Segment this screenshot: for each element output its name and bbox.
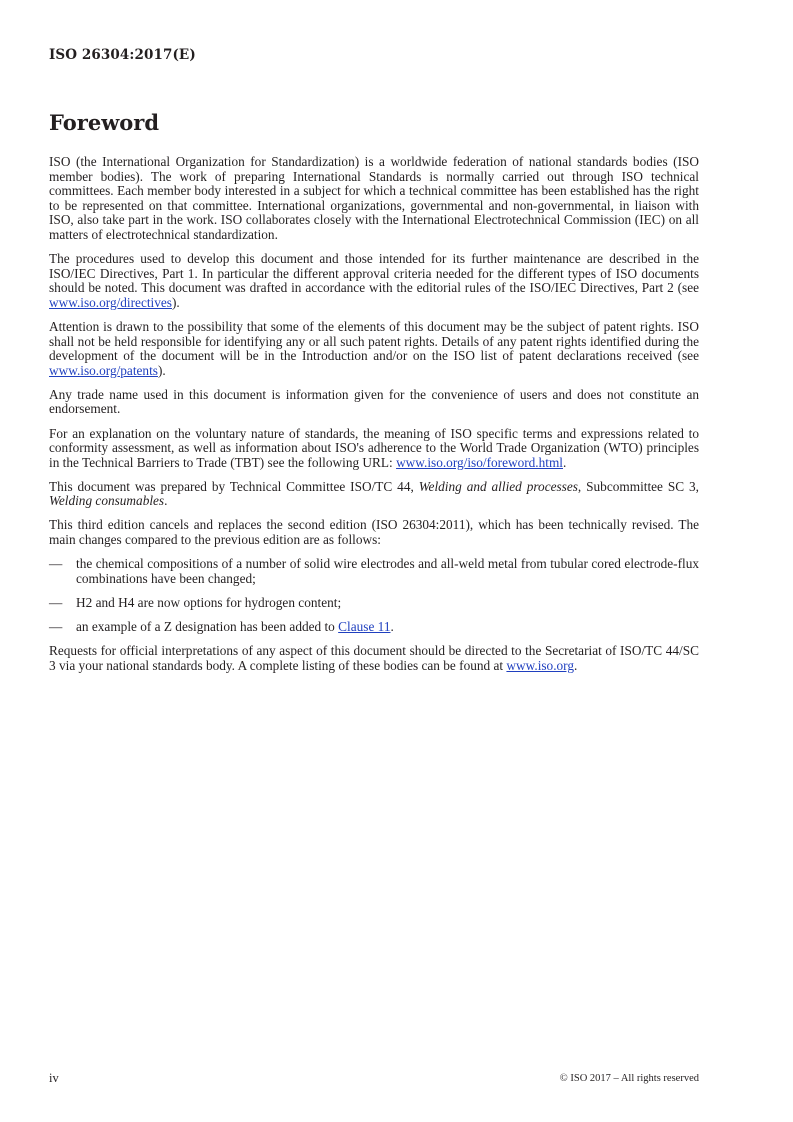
page-number: iv [49,1071,59,1085]
list-dash: — [49,594,63,610]
foreword-body [49,155,699,683]
subcommittee-name: Welding consumables [49,493,165,509]
list-item-text: the chemical compositions of a number of solid wire electrodes and all-weld metal from tubular cored electrode-flux combinations have been changed; [76,556,699,586]
paragraph-prepared-by [49,480,699,509]
paragraph-patents-end: ). [157,362,166,378]
paragraph-iso-intro: ISO (the International Organization for Standardization) is a worldwide federation of national standards bodies (ISO member bodies). The work of preparing International Standards is normally carried out through ISO technical committees. Each member body interested in a subject for which a technical committee has been established has the right to be represented on that committee. International organizations, governmental and non-governmental, in liaison with ISO, also take part in the work. ISO collaborates closely with the International Electrotechnical Commission (IEC) on all matters of electrotechnical standardization. [49,154,699,242]
directives-link[interactable]: www.iso.org/directives [49,294,172,310]
patents-link[interactable]: www.iso.org/patents [49,362,158,378]
paragraph-trade-name: Any trade name used in this document is information given for the convenience of users and does not constitute an endorsement. [49,386,699,417]
paragraph-voluntary-end: . [563,454,567,470]
prepared-by-end: . [164,493,168,509]
paragraph-requests-text: Requests for official interpretations of any aspect of this document should be directed to the Secretariat of ISO/TC 44/SC 3 via your national standards body. A complete listing of these bodies can be found at [49,643,699,673]
paragraph-procedures-end: ). [171,294,180,310]
list-item-text-end: . [390,618,394,634]
paragraph-voluntary-text: For an explanation on the voluntary nature of standards, the meaning of ISO specific terms and expressions related to conformity assessment, as well as information about ISO's adherence to the World Trade Organization (WTO) principles in the Technical Barriers to Trade (TBT) see the following URL: [49,425,699,470]
list-item [49,557,699,586]
iso-org-link[interactable]: www.iso.org [506,657,575,673]
foreword-link[interactable]: www.iso.org/iso/foreword.html [396,454,564,470]
paragraph-procedures-text: The procedures used to develop this document and those intended for its further maintenance are described in the ISO/IEC Directives, Part 1. In particular the different approval criteria needed for the different types of ISO documents should be noted. This document was drafted in accordance with the editorial rules of the ISO/IEC Directives, Part 2 (see [49,251,699,296]
document-id-header: ISO 26304:2017(E) [49,47,196,63]
committee-name: Welding and allied processes [418,478,578,494]
list-item [49,596,699,611]
list-dash: — [49,618,63,634]
paragraph-patents [49,320,699,378]
subcommittee-text: , Subcommittee SC 3, [577,478,699,494]
clause-11-link[interactable]: Clause 11 [338,618,391,634]
list-item-text-start: an example of a Z designation has been added to [76,618,339,634]
paragraph-edition: This third edition cancels and replaces the second edition (ISO 26304:2011), which has been technically revised. The main changes compared to the previous edition are as follows: [49,517,699,548]
list-dash: — [49,556,63,572]
prepared-by-text: This document was prepared by Technical Committee ISO/TC 44, [49,478,419,494]
list-item [49,620,699,635]
copyright-notice: © ISO 2017 – All rights reserved [559,1073,699,1084]
paragraph-voluntary-nature [49,427,699,471]
list-item-text: H2 and H4 are now options for hydrogen content; [76,594,342,610]
paragraph-requests-end: . [574,657,578,673]
paragraph-procedures [49,252,699,310]
paragraph-patents-text: Attention is drawn to the possibility that some of the elements of this document may be the subject of patent rights. ISO shall not be held responsible for identifying any or all such patent rights. Details of any patent rights identified during the development of the document will be in the Introduction and/or on the ISO list of patent declarations received (see [49,318,699,364]
paragraph-requests [49,644,699,673]
page-title: Foreword [49,110,160,135]
list-item-text [76,620,699,635]
